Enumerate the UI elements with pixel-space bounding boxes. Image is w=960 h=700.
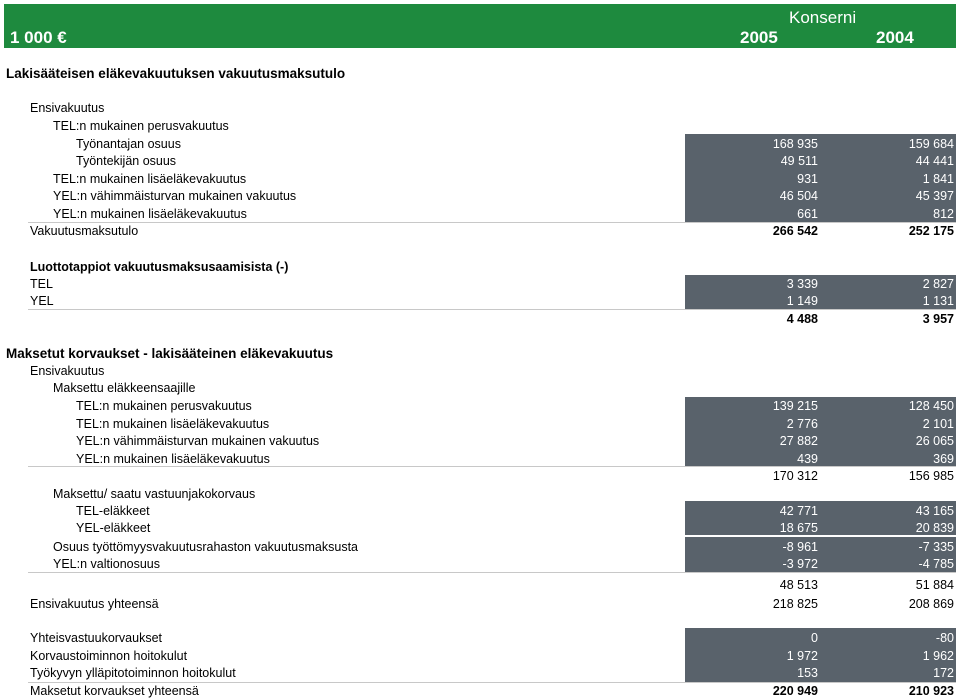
divider [28, 572, 956, 573]
row-label: Osuus työttömyysvakuutusrahaston vakuutusmaksusta [53, 540, 359, 554]
grand-total-2004: 210 923 [908, 684, 954, 698]
value-2004: 128 450 [908, 399, 954, 413]
value-2005: 931 [797, 172, 818, 186]
value-2005: 2 776 [786, 417, 818, 431]
row-label: TEL [30, 277, 53, 291]
value-2004: 172 [933, 666, 954, 680]
row-label: YEL:n vähimmäisturvan mukainen vakuutus [76, 434, 320, 448]
row-label: Työkyvyn ylläpitotoiminnon hoitokulut [30, 666, 236, 680]
value-2004: 44 441 [915, 154, 954, 168]
row-label: YEL:n valtionosuus [53, 557, 161, 571]
row-label: Työntekijän osuus [76, 154, 177, 168]
value-2004: 1 841 [922, 172, 954, 186]
section-title-credit-losses: Luottotappiot vakuutusmaksusaamisista (-) [30, 260, 289, 274]
value-2004: 2 101 [922, 417, 954, 431]
total-2004: 208 869 [908, 597, 954, 611]
value-2004: -4 785 [918, 557, 954, 571]
value-2005: 153 [797, 666, 818, 680]
subtotal-2004: 51 884 [915, 578, 954, 592]
value-2004: 43 165 [915, 504, 954, 518]
divider [28, 682, 956, 683]
value-2004: 45 397 [915, 189, 954, 203]
total-2004: 252 175 [908, 224, 954, 238]
row-label: YEL-eläkkeet [76, 521, 151, 535]
value-2004: 1 131 [922, 294, 954, 308]
value-2005: 168 935 [772, 137, 818, 151]
value-2004: 812 [933, 207, 954, 221]
value-2004: 26 065 [915, 434, 954, 448]
year-2004-header: 2004 [876, 28, 914, 47]
value-2005: 18 675 [779, 521, 818, 535]
grand-total-2005: 220 949 [772, 684, 818, 698]
value-band [685, 537, 956, 572]
value-2004: 2 827 [922, 277, 954, 291]
unit-label: 1 000 € [10, 28, 67, 47]
value-band [685, 275, 956, 309]
value-2005: 3 339 [786, 277, 818, 291]
value-2004: -7 335 [918, 540, 954, 554]
total-2005: 266 542 [772, 224, 818, 238]
divider [28, 466, 956, 467]
total-label: Vakuutusmaksutulo [30, 224, 139, 238]
row-label: TEL:n mukainen lisäeläkevakuutus [53, 172, 247, 186]
value-2005: 139 215 [772, 399, 818, 413]
row-label: TEL-eläkkeet [76, 504, 150, 518]
label-vastuunjako: Maksettu/ saatu vastuunjakokorvaus [53, 487, 256, 501]
value-2005: 49 511 [780, 154, 818, 168]
row-label: Korvaustoiminnon hoitokulut [30, 649, 188, 663]
year-2005-header: 2005 [740, 28, 778, 47]
value-2005: 661 [797, 207, 818, 221]
value-2004: -80 [935, 631, 954, 645]
total-2004: 3 957 [922, 312, 954, 326]
value-2005: 27 882 [779, 434, 818, 448]
label-maksettu: Maksettu eläkkeensaajille [53, 381, 196, 395]
row-label: YEL:n vähimmäisturvan mukainen vakuutus [53, 189, 297, 203]
row-label: Yhteisvastuukorvaukset [30, 631, 163, 645]
value-2005: 0 [811, 631, 818, 645]
value-2005: 1 972 [786, 649, 818, 663]
value-2004: 1 962 [922, 649, 954, 663]
label-tel-perusvakuutus: TEL:n mukainen perusvakuutus [53, 119, 229, 133]
value-2005: -3 972 [782, 557, 818, 571]
label-ensivakuutus: Ensivakuutus [30, 364, 105, 378]
value-2005: 42 771 [779, 504, 818, 518]
divider [28, 309, 956, 310]
row-label: TEL:n mukainen perusvakuutus [76, 399, 252, 413]
value-2005: 46 504 [779, 189, 818, 203]
total-2005: 218 825 [772, 597, 818, 611]
value-2005: -8 961 [782, 540, 818, 554]
subtotal-2005: 170 312 [772, 469, 818, 483]
label-ensivakuutus: Ensivakuutus [30, 101, 105, 115]
value-2004: 369 [933, 452, 954, 466]
row-label: YEL [30, 294, 54, 308]
total-2005: 4 488 [786, 312, 818, 326]
row-label: TEL:n mukainen lisäeläkevakuutus [76, 417, 270, 431]
total-label: Ensivakuutus yhteensä [30, 597, 159, 611]
row-label: Työnantajan osuus [76, 137, 181, 151]
group-label: Konserni [789, 8, 857, 27]
value-2004: 20 839 [915, 521, 954, 535]
subtotal-2005: 48 513 [779, 578, 818, 592]
section-title-paid-claims: Maksetut korvaukset - lakisääteinen eläkevakuutus [6, 346, 334, 361]
divider [28, 222, 956, 223]
section-title-premium-income: Lakisääteisen eläkevakuutuksen vakuutusmaksutulo [6, 66, 346, 81]
value-2005: 439 [797, 452, 818, 466]
subtotal-2004: 156 985 [908, 469, 954, 483]
value-2005: 1 149 [786, 294, 818, 308]
value-band [685, 628, 956, 682]
value-2004: 159 684 [908, 137, 954, 151]
grand-total-label: Maksetut korvaukset yhteensä [30, 684, 199, 698]
row-label: YEL:n mukainen lisäeläkevakuutus [53, 207, 247, 221]
row-label: YEL:n mukainen lisäeläkevakuutus [76, 452, 270, 466]
table-header [4, 4, 956, 48]
